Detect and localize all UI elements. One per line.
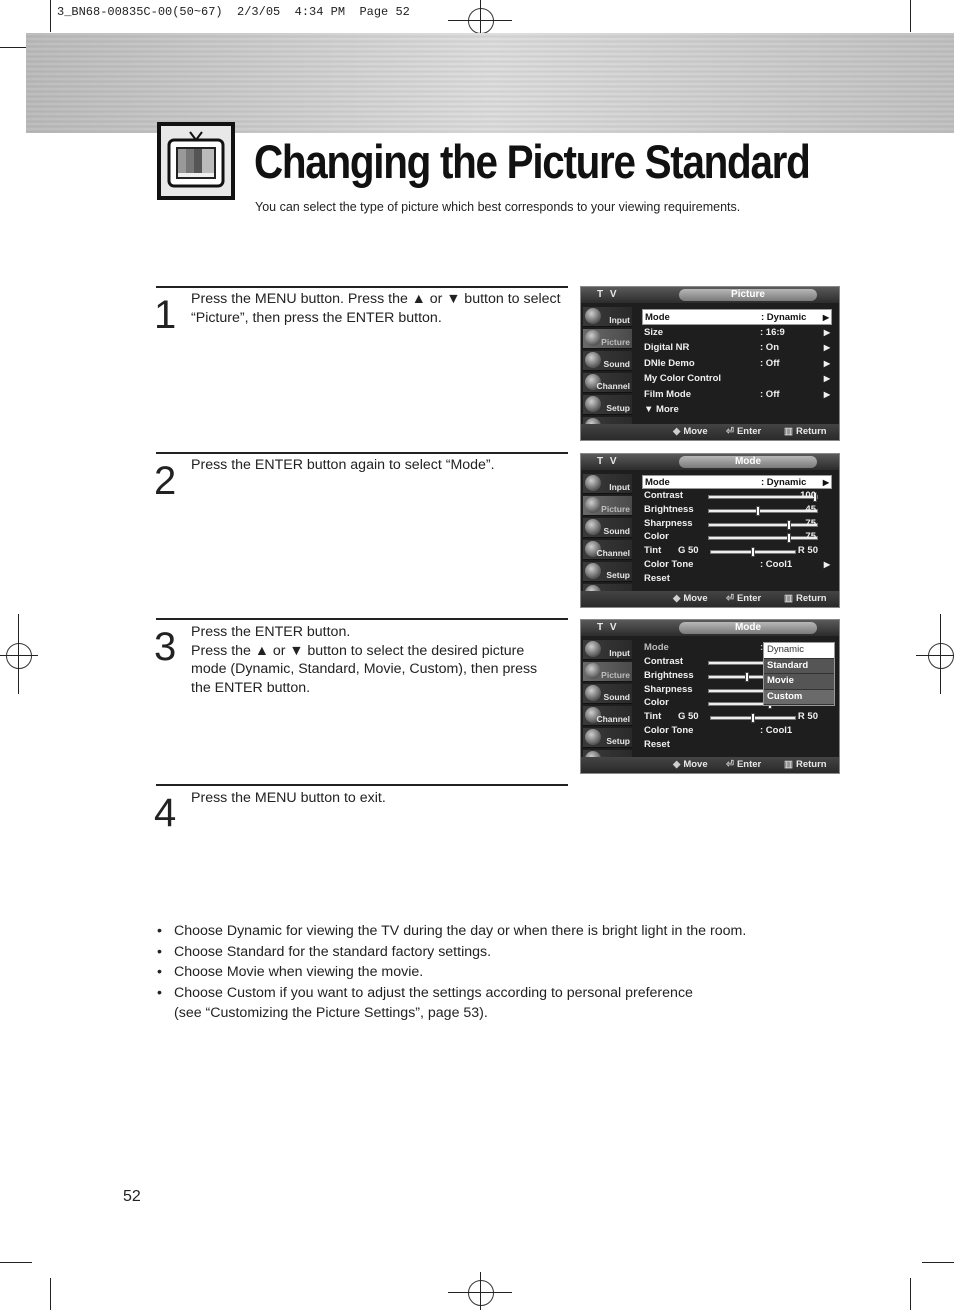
crop-mark (910, 1278, 911, 1310)
step-text: Press the ENTER button. Press the ▲ or ▼ button to select the desired picture mode (Dynamic, Standard, Movie, Custom), then press the ENTER button. (191, 624, 538, 696)
menu-row-size[interactable]: Size : 16:9 ▶ (642, 325, 832, 341)
setup-icon (585, 729, 601, 745)
sound-icon (585, 352, 601, 368)
osd-footer: ◆ Move ⏎ Enter ▥ Return (581, 424, 839, 440)
crop-mark (922, 1262, 954, 1263)
enter-icon: ⏎ (726, 426, 734, 437)
osd-title-bar (581, 287, 839, 303)
slider-row-color[interactable]: Color (642, 696, 832, 710)
sidebar-item-channel[interactable]: Channel (583, 706, 632, 726)
enter-icon: ⏎ (726, 593, 734, 604)
arrow-right-icon: ▶ (823, 389, 830, 399)
slider-row-tint[interactable]: Tint G 50 R 50 (644, 711, 818, 723)
header-banner (26, 33, 954, 133)
print-header: 3_BN68-00835C-00(50~67) 2/3/05 4:34 PM Page 52 (57, 5, 410, 19)
dropdown-option-standard[interactable]: Standard (764, 659, 834, 675)
crop-mark (50, 0, 51, 32)
move-icon: ◆ (673, 593, 681, 604)
step-divider (156, 452, 568, 454)
color-slider[interactable] (708, 536, 818, 540)
slider-row-contrast[interactable]: Contrast (642, 655, 832, 669)
arrow-right-icon: ▶ (823, 559, 830, 569)
menu-row-reset[interactable]: Reset (644, 572, 670, 584)
step-text: Press the MENU button to exit. (191, 790, 386, 806)
step-number: 4 (154, 791, 177, 835)
mode-dropdown (763, 642, 835, 706)
osd-tv-label: T V (597, 622, 619, 633)
menu-row-dnie-demo[interactable]: DNIe Demo : Off ▶ (642, 356, 832, 372)
arrow-right-icon: ▶ (823, 374, 830, 383)
list-item: • Choose Standard for the standard factory settings. (157, 942, 877, 963)
menu-row-digital-nr[interactable]: Digital NR : On ▶ (642, 340, 832, 356)
page-number: 52 (123, 1188, 141, 1205)
step-divider (156, 286, 568, 288)
osd-screen-mode (580, 453, 840, 608)
list-item: • Choose Custom if you want to adjust the settings according to personal preference (see “Customizing the Picture Settings”, page 53). (157, 983, 877, 1024)
sound-icon (585, 685, 601, 701)
sidebar-item-channel[interactable]: Channel (583, 540, 632, 560)
osd-title-bar (581, 454, 839, 470)
crop-mark (50, 1278, 51, 1310)
registration-mark (468, 1280, 494, 1306)
menu-row-mode[interactable]: Mode : Dynamic ▶ (642, 309, 832, 325)
tint-slider[interactable] (710, 716, 796, 720)
arrow-right-icon: ▶ (823, 358, 830, 368)
page-subtitle: You can select the type of picture which best corresponds to your viewing requirements. (255, 200, 741, 214)
return-icon: ▥ (784, 426, 793, 437)
menu-row-mode[interactable]: Mode : (644, 642, 764, 653)
brightness-slider[interactable] (708, 509, 818, 513)
osd-footer: ◆ Move ⏎ Enter ▥ Return (581, 757, 839, 773)
dropdown-option-dynamic[interactable]: Dynamic (764, 643, 834, 659)
menu-row-mode[interactable]: Mode : Dynamic ▶ (642, 475, 832, 489)
sidebar-item-setup[interactable]: Setup (583, 728, 632, 748)
sidebar-item-picture[interactable]: Picture (583, 496, 632, 516)
arrow-right-icon: ▶ (823, 343, 830, 352)
move-icon: ◆ (673, 759, 681, 770)
osd-title-bar (581, 620, 839, 636)
tv-icon (157, 122, 235, 200)
osd-tv-label: T V (597, 456, 619, 467)
osd-menu (642, 309, 832, 418)
slider-row-sharpness[interactable]: Sharpness (642, 683, 832, 697)
return-icon: ▥ (784, 759, 793, 770)
enter-icon: ⏎ (726, 759, 734, 770)
picture-icon (585, 663, 601, 679)
step-text: Press the ENTER button again to select “Mode”. (191, 457, 495, 473)
menu-row-more[interactable]: ▼ More (644, 404, 679, 415)
step-number: 1 (154, 293, 177, 337)
crop-mark (0, 1262, 32, 1263)
sidebar-item-setup[interactable]: Setup (583, 395, 632, 415)
menu-row-color-tone[interactable]: Color Tone : Cool1 ▶ (644, 558, 830, 570)
slider-row-tint[interactable]: Tint G 50 R 50 (644, 545, 818, 557)
sidebar-item-setup[interactable]: Setup (583, 562, 632, 582)
menu-row-my-color-control[interactable]: My Color Control ▶ (642, 371, 832, 387)
tint-slider[interactable] (710, 550, 796, 554)
menu-row-reset[interactable]: Reset (644, 738, 670, 750)
return-icon: ▥ (784, 593, 793, 604)
input-icon (585, 641, 601, 657)
osd-footer: ◆ Move ⏎ Enter ▥ Return (581, 591, 839, 607)
step-divider (156, 784, 568, 786)
menu-row-film-mode[interactable]: Film Mode : Off ▶ (642, 387, 832, 403)
crop-mark (910, 0, 911, 32)
setup-icon (585, 396, 601, 412)
sidebar-item-input[interactable]: Input (583, 474, 632, 494)
slider-row-brightness[interactable]: Brightness (642, 669, 832, 683)
arrow-right-icon: ▶ (822, 478, 829, 487)
menu-row-color-tone[interactable]: Color Tone : Cool1 (644, 724, 793, 736)
osd-screen-picture (580, 286, 840, 441)
slider-row-brightness[interactable]: Brightness 45 (644, 503, 816, 515)
slider-row-contrast[interactable]: Contrast 100 (644, 490, 816, 501)
sidebar-item-channel[interactable]: Channel (583, 373, 632, 393)
osd-header: Picture (679, 289, 817, 301)
sidebar-item-sound[interactable]: Sound (583, 684, 632, 704)
list-item: • Choose Dynamic for viewing the TV during the day or when there is bright light in the room. (157, 921, 877, 942)
sidebar-item-picture[interactable]: Picture (583, 662, 632, 682)
osd-header: Mode (679, 456, 817, 468)
move-icon: ◆ (673, 426, 681, 437)
input-icon (585, 308, 601, 324)
setup-icon (585, 563, 601, 579)
step-number: 2 (154, 459, 177, 503)
step-divider (156, 618, 568, 620)
osd-menu (642, 475, 832, 586)
arrow-down-icon: ▼ (644, 404, 654, 415)
sidebar-item-input[interactable]: Input (583, 307, 632, 327)
crop-mark (480, 1272, 481, 1310)
registration-mark (6, 643, 32, 669)
input-icon (585, 475, 601, 491)
picture-icon (585, 330, 601, 346)
osd-screen-mode-options (580, 619, 840, 774)
crop-mark (0, 655, 38, 656)
list-item: • Choose Movie when viewing the movie. (157, 962, 877, 983)
sidebar-item-picture[interactable]: Picture (583, 329, 632, 349)
dropdown-option-custom[interactable]: Custom (764, 690, 834, 706)
crop-mark (940, 614, 941, 694)
osd-header: Mode (679, 622, 817, 634)
sidebar-item-sound[interactable]: Sound (583, 518, 632, 538)
registration-mark (468, 8, 494, 34)
step-number: 3 (154, 625, 177, 669)
arrow-right-icon: ▶ (822, 313, 829, 322)
arrow-right-icon: ▶ (823, 327, 830, 337)
crop-mark (18, 614, 19, 694)
sidebar-item-input[interactable]: Input (583, 640, 632, 660)
dropdown-option-movie[interactable]: Movie (764, 674, 834, 690)
slider-row-sharpness[interactable]: Sharpness 75 (644, 517, 816, 529)
registration-mark (928, 643, 954, 669)
bullet-list (157, 921, 877, 1024)
slider-row-color[interactable]: Color 75 (644, 531, 816, 543)
sound-icon (585, 519, 601, 535)
picture-icon (585, 497, 601, 513)
sidebar-item-sound[interactable]: Sound (583, 351, 632, 371)
page-title: Changing the Picture Standard (254, 135, 810, 188)
crop-mark (916, 655, 954, 656)
step-text: Press the MENU button. Press the ▲ or ▼ button to select “Picture”, then press the ENTER button. (191, 291, 561, 326)
sharpness-slider[interactable] (708, 523, 818, 527)
osd-tv-label: T V (597, 289, 619, 300)
